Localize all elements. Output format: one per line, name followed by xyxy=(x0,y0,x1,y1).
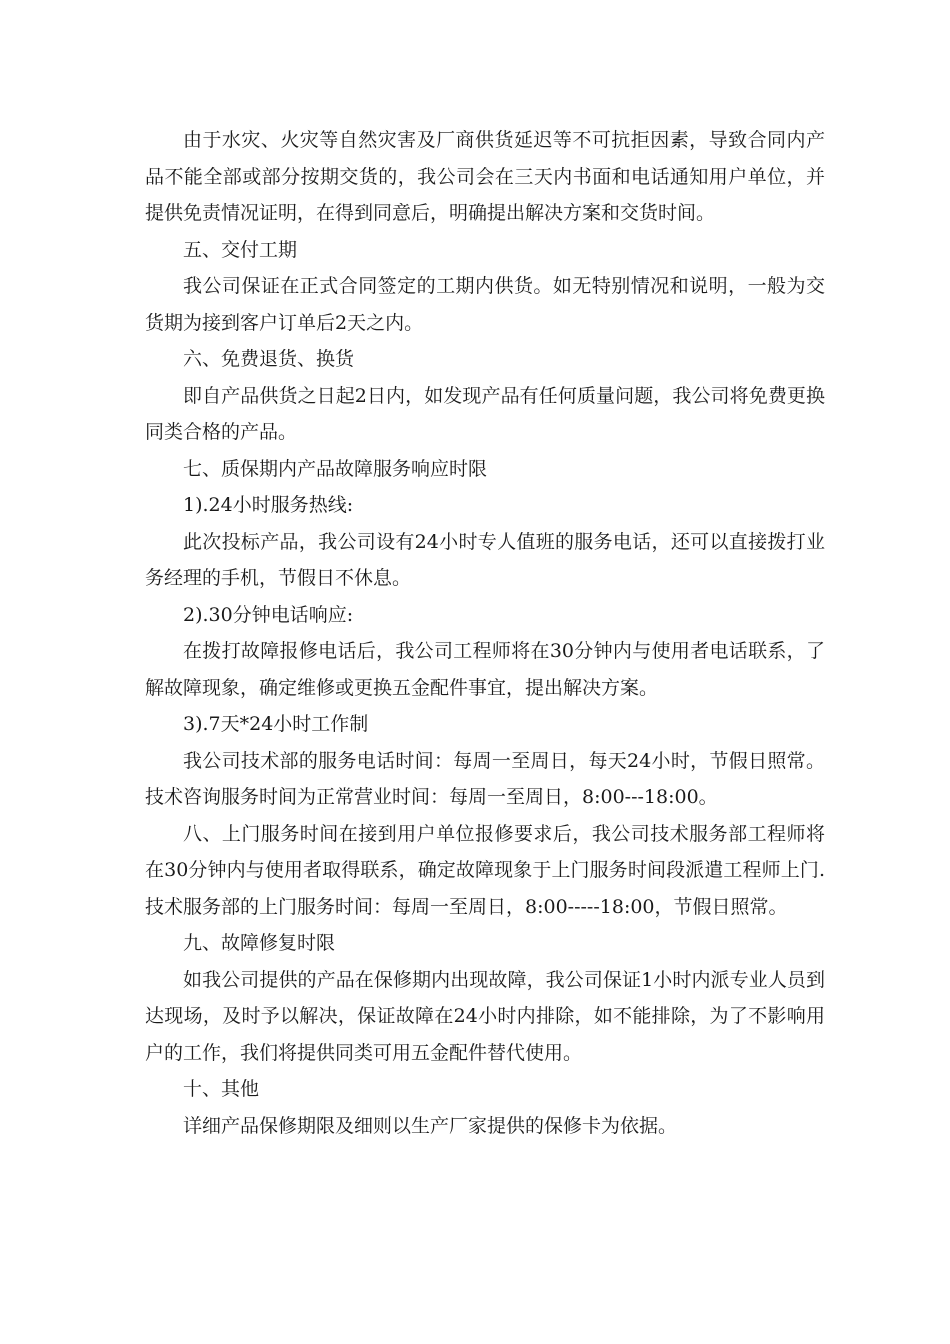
section-heading-delivery-period: 五、交付工期 xyxy=(183,238,298,261)
paragraph-hotline: 此次投标产品，我公司设有24小时专人值班的服务电话，还可以直接拨打业务经理的手机，节假日不休息。 xyxy=(145,530,825,589)
paragraph-free-return: 即自产品供货之日起2日内，如发现产品有任何质量问题，我公司将免费更换同类合格的产品。 xyxy=(145,384,825,443)
section-heading-response-time: 七、质保期内产品故障服务响应时限 xyxy=(183,457,488,480)
document-body xyxy=(145,122,825,1144)
section-heading-free-return: 六、免费退货、换货 xyxy=(183,348,355,370)
section-heading-repair-time: 九、故障修复时限 xyxy=(183,932,336,954)
paragraph-phone-response: 在拨打故障报修电话后，我公司工程师将在30分钟内与使用者电话联系，了解故障现象，确定维修或更换五金配件事宜，提出解决方案。 xyxy=(145,640,825,699)
paragraph-onsite-service: 八、上门服务时间在接到用户单位报修要求后，我公司技术服务部工程师将在30分钟内与使用者取得联系，确定故障现象于上门服务时间段派遣工程师上门.技术服务部的上门服务时间：每周一至周日，8:00-----18:00，节假日照常。 xyxy=(145,822,825,918)
subheading-work-schedule: 3).7天*24小时工作制 xyxy=(183,713,369,735)
paragraph-work-schedule: 我公司技术部的服务电话时间：每周一至周日，每天24小时，节假日照常。技术咨询服务时间为正常营业时间：每周一至周日，8:00---18:00。 xyxy=(145,749,825,808)
paragraph-force-majeure: 由于水灾、火灾等自然灾害及厂商供货延迟等不可抗拒因素，导致合同内产品不能全部或部分按期交货的，我公司会在三天内书面和电话通知用户单位，并提供免责情况证明，在得到同意后，明确提出解决方案和交货时间。 xyxy=(145,129,825,224)
section-heading-other: 十、其他 xyxy=(183,1078,260,1100)
subheading-phone-response: 2).30分钟电话响应: xyxy=(183,603,354,626)
paragraph-delivery-period: 我公司保证在正式合同签定的工期内供货。如无特别情况和说明，一般为交货期为接到客户订单后2天之内。 xyxy=(145,275,825,334)
paragraph-other: 详细产品保修期限及细则以生产厂家提供的保修卡为依据。 xyxy=(183,1114,678,1137)
paragraph-repair-time: 如我公司提供的产品在保修期内出现故障，我公司保证1小时内派专业人员到达现场，及时予以解决，保证故障在24小时内排除，如不能排除，为了不影响用户的工作，我们将提供同类可用五金配件替代使用。 xyxy=(145,968,825,1064)
subheading-hotline: 1).24小时服务热线: xyxy=(183,494,354,516)
